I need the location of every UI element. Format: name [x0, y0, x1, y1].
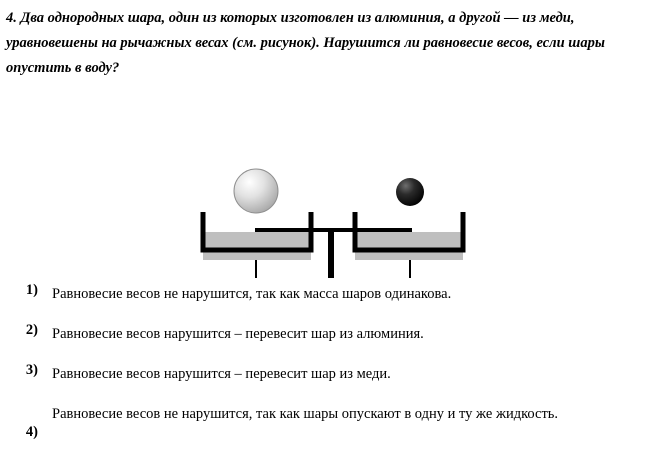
answer-number: 4)	[25, 424, 38, 440]
answer-number: 2)	[25, 322, 38, 338]
answer-number: 1)	[25, 282, 38, 298]
list-item[interactable]	[0, 402, 649, 441]
right-beaker	[355, 212, 463, 260]
copper-ball-icon	[396, 178, 424, 206]
answers-list	[0, 282, 649, 457]
answer-text: Равновесие весов не нарушится, так как масса шаров одинакова.	[52, 286, 452, 302]
balance-scale-diagram	[0, 108, 649, 278]
scale-post	[328, 228, 334, 278]
right-water	[355, 232, 463, 260]
left-water	[203, 232, 311, 260]
answer-text: Равновесие весов не нарушится, так как шары опускают в одну и ту же жидкость.	[52, 406, 559, 422]
aluminium-ball-icon	[234, 169, 278, 213]
left-beaker	[203, 212, 311, 260]
answer-text: Равновесие весов нарушится – перевесит шар из меди.	[52, 366, 391, 382]
figure-balance-scale	[0, 108, 649, 278]
question-text: 4. Два однородных шара, один из которых изготовлен из алюминия, а другой — из меди, уравновешены на рычажных весах (см. рисунок). Нарушится ли равновесие весов, если шары опустить в воду?	[6, 10, 605, 76]
list-item[interactable]	[0, 362, 649, 386]
answer-text: Равновесие весов нарушится – перевесит шар из алюминия.	[52, 326, 424, 342]
list-item[interactable]	[0, 322, 649, 346]
beam-right-bar	[330, 228, 412, 232]
answer-number: 3)	[25, 362, 38, 378]
list-item[interactable]	[0, 282, 649, 306]
